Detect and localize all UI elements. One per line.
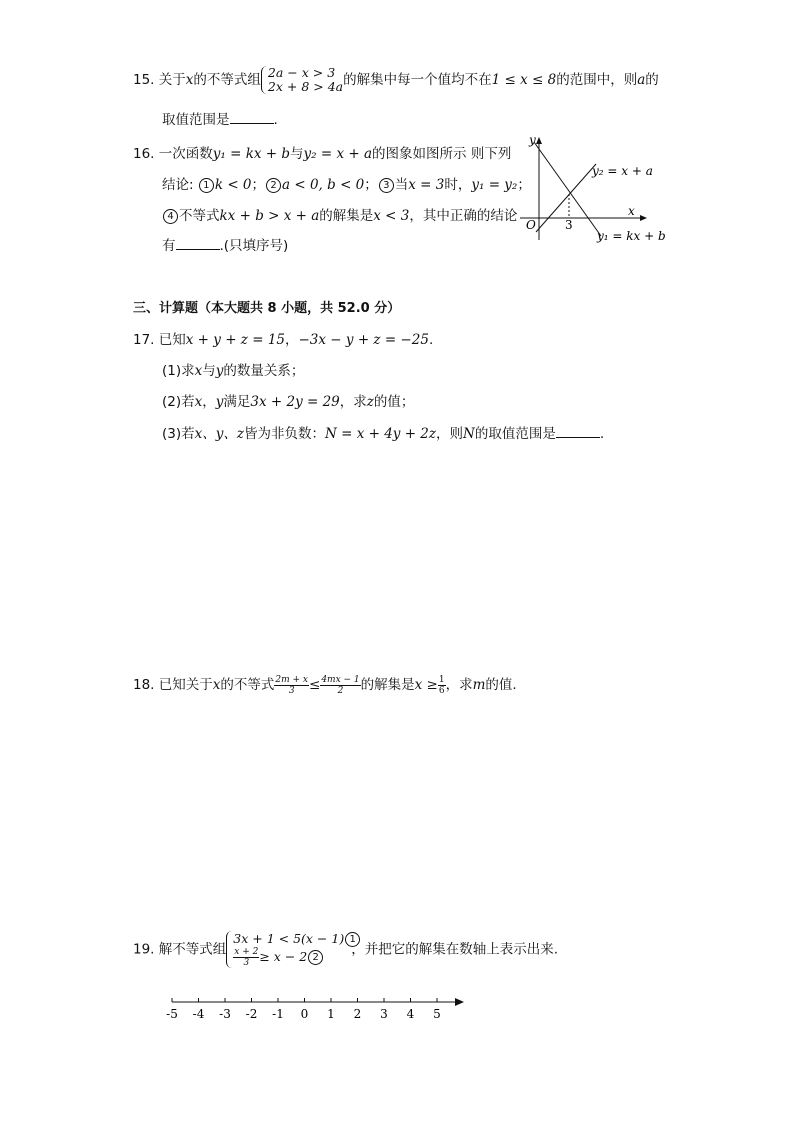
number-line-tick-label: -4 [192,1007,205,1021]
circled-number: 4 [163,209,178,224]
number-line-tick-label: -3 [219,1007,231,1021]
answer-blank [176,237,220,250]
number-line-tick-label: 0 [300,1007,309,1021]
section-heading: 三、计算题（本大题共 8 小题，共 52.0 分） [133,301,401,316]
q17-part1: (1)求x与y的数量关系； [162,363,305,379]
y-axis-arrow [536,137,542,144]
q16-number: 16. [133,146,155,162]
fraction: $\frac{x + 2}{3}$ [234,947,259,968]
answer-blank [556,425,600,438]
fraction: $\frac{1}{6}$ [438,674,445,696]
q17-line1: 17. 已知x + y + z = 15，−3x − y + z = −25. [133,332,434,348]
circled-number: 1 [199,178,214,193]
origin-label: O [526,218,536,232]
number-line-tick-label: 5 [433,1007,441,1021]
x-axis-arrow [640,215,647,221]
q17-number: 17. [133,332,155,348]
number-line-tick-label: 1 [327,1007,335,1021]
q18-line1: 18. 已知关于x的不等式 $\frac{2m + x}{3}$ ≤ $\frac{4mx - 1}{2}$ 的解集是x ≥ $\frac{1}{6}$ ，求m的值. [133,674,517,696]
x-axis-label: x [628,204,635,218]
number-line-tick-label: -1 [272,1007,284,1021]
q15-line1: 15. 关于x的不等式组 2a − x > 3 2x + 8 > 4a 的解集中每一个值均不在1 ≤ x ≤ 8的范围中，则a的 [133,65,659,94]
q17-part3: (3)若x、y、z皆为非负数：N = x + 4y + 2z，则N的取值范围是 . [162,426,605,442]
y1-label: y₁ = kx + b [597,229,666,243]
q15-system: 2a − x > 3 2x + 8 > 4a [261,66,343,94]
number-line-tick-label: 3 [380,1007,388,1021]
q18-number: 18. [133,677,155,693]
fraction: $\frac{4mx - 1}{2}$ [321,674,360,696]
q15-line2: 取值范围是 . [162,112,278,128]
number-line-tick-label: -2 [245,1007,258,1021]
q17-part2: (2)若x，y满足3x + 2y = 29，求z的值； [162,394,415,410]
circled-number: 2 [308,950,323,965]
q16-line1: 16. 一次函数y₁ = kx + b与y₂ = x + a的图象如图所示 则下列 [133,146,512,162]
q19-line1: 19. 解不等式组 3x + 1 < 5(x − 1) 1 $\frac{x + 2}{3}$ ≥ x − 2 2 ，并把它的解集在数轴上表示出来. [133,931,559,968]
y-axis-label: y [529,133,536,147]
fraction: $\frac{2m + x}{3}$ [275,674,309,696]
q16-line2: 结论: 1 k < 0； 2 a < 0, b < 0； 3 当x = 3时，y₁ = y₂； [162,177,531,193]
answer-blank [230,111,274,124]
number-line [158,992,478,1022]
number-line-tick-label: -5 [166,1007,178,1021]
y2-label: y₂ = x + a [592,164,653,178]
q16-graph [516,130,676,248]
number-line-arrow [455,998,464,1006]
number-line-tick-label: 4 [406,1007,415,1021]
q16-line3: 4 不等式kx + b > x + a的解集是x < 3，其中正确的结论 [162,204,517,224]
q19-system: 3x + 1 < 5(x − 1) 1 $\frac{x + 2}{3}$ ≥ x − 2 2 [226,931,351,968]
tick-3-label: 3 [565,218,573,232]
q19-number: 19. [133,941,155,958]
q15-number: 15. [133,72,155,88]
circled-number: 3 [379,178,394,193]
circled-number: 2 [266,178,281,193]
circled-number: 1 [345,932,360,947]
q16-line4: 有 .(只填序号) [162,238,289,254]
number-line-tick-label: 2 [353,1007,362,1021]
